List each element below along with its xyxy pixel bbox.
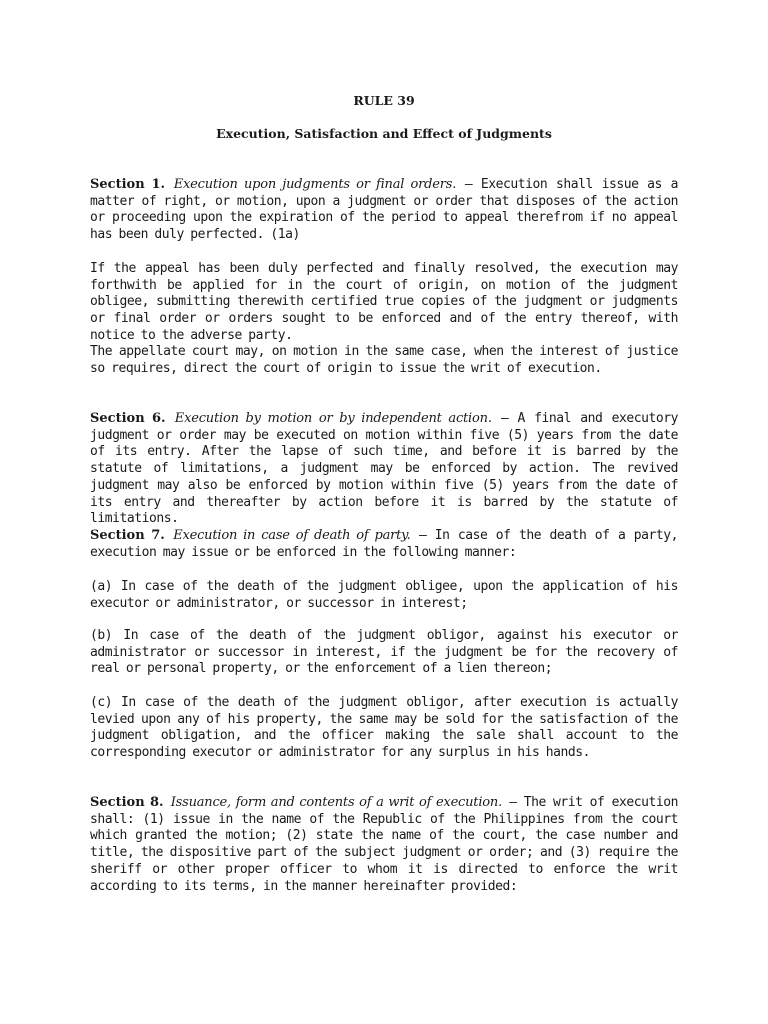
section-6-text: — A final and executory judgment or order may be executed on motion within five (5) years from the date of its entry. After the lapse of such time, and before it is barred by the statute of limitations, a judgment may be enforced by action. The revived judgment may also be enforced by motion within five (5) years from the date of its entry and thereafter by action before it is barred by the statute of limitations. [90,411,678,527]
rule-subtitle: Execution, Satisfaction and Effect of Judgments [216,126,552,141]
section-1-text: — Execution shall issue as a matter of right, or motion, upon a judgment or order that disposes of the action or proceeding upon the expiration of the period to appeal therefrom if no appeal has been duly perfected. (1a) [90,177,678,243]
section-8-paragraph [90,795,678,895]
section-7-paragraph [90,528,678,561]
section-7-heading: Execution in case of death of party. [173,528,411,543]
section-6-heading: Execution by motion or by independent action. [174,411,492,426]
section-6-paragraph [90,411,678,528]
section-6-label: Section 6. [90,411,166,426]
section-1-paragraph-3: The appellate court may, on motion in the same case, when the interest of justice so requires, direct the court of origin to issue the writ of execution. [90,344,678,376]
section-7-item-c: (c) In case of the death of the judgment obligor, after execution is actually levied upon any of his property, the same may be sold for the satisfaction of the judgment obligation, and the officer making the sale shall account to the corresponding executor or administrator for any surplus in his hands. [90,695,678,761]
section-7-item-a: (a) In case of the death of the judgment obligee, upon the application of his executor or administrator, or successor in interest; [90,579,678,611]
section-8-heading: Issuance, form and contents of a writ of execution. [170,795,503,810]
section-1-heading: Execution upon judgments or final orders. [173,177,457,192]
section-1-label: Section 1. [90,177,166,192]
section-7-label: Section 7. [90,528,165,543]
section-1-paragraph [90,177,678,244]
section-8-text: — The writ of execution shall: (1) issue in the name of the Republic of the Philippines from the court which granted the motion; (2) state the name of the court, the case number and title, the dispositive part of the subject judgment or order; and (3) require the sheriff or other proper officer to whom it is directed to enforce the writ according to its terms, in the manner hereinafter provided: [90,795,678,894]
section-7-item-b: (b) In case of the death of the judgment obligor, against his executor or administrator or successor in interest, if the judgment be for the recovery of real or personal property, or the enforcement of a lien thereon; [90,628,678,677]
section-1-paragraph-2: If the appeal has been duly perfected and finally resolved, the execution may forthwith be applied for in the court of origin, on motion of the judgment obligee, submitting therewith certified true copies of the judgment or judgments or final order or orders sought to be enforced and of the entry thereof, with notice to the adverse party. [90,261,678,343]
section-7-text: — In case of the death of a party, execution may issue or be enforced in the following manner: [90,528,678,560]
rule-title: RULE 39 [353,93,415,108]
section-8-label: Section 8. [90,795,164,810]
